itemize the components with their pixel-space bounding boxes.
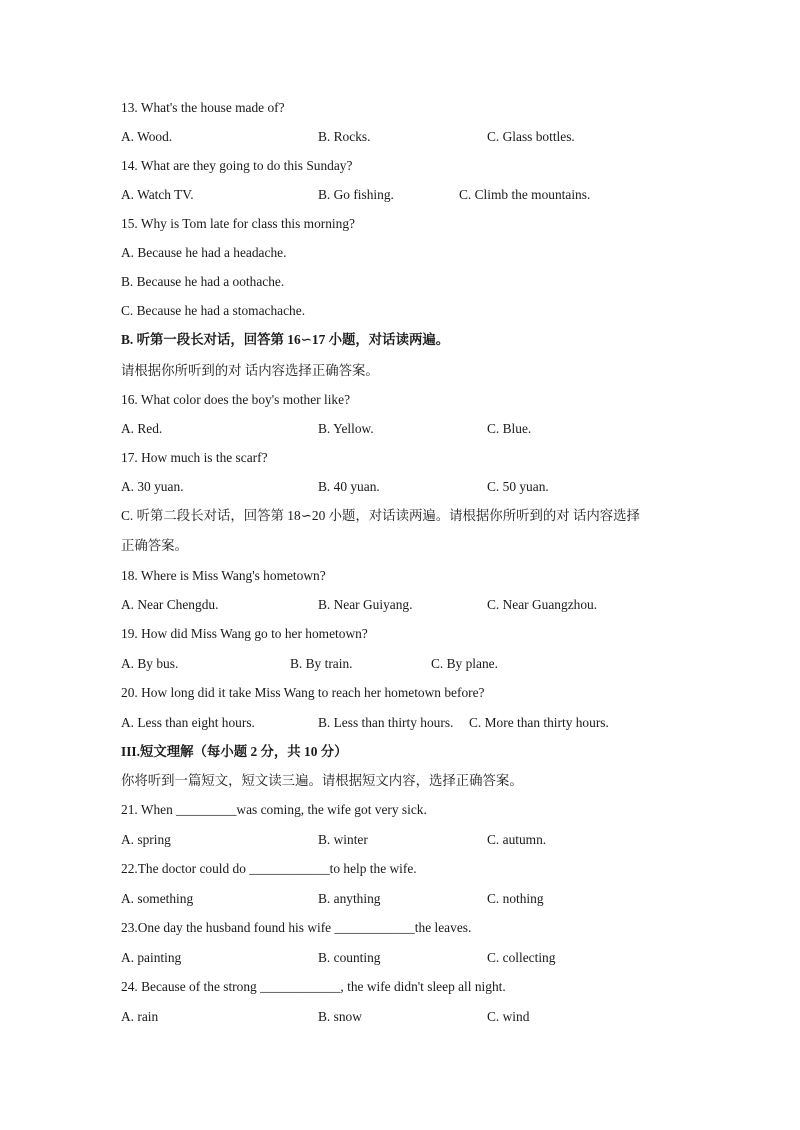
question-16: 16. What color does the boy's mother like? — [121, 392, 351, 407]
q17-option-a: A. 30 yuan. — [121, 479, 184, 494]
q22-option-b: B. anything — [318, 891, 381, 906]
q20-option-a: A. Less than eight hours. — [121, 715, 255, 730]
q18-option-a: A. Near Chengdu. — [121, 597, 219, 612]
question-20: 20. How long did it take Miss Wang to reach her hometown before? — [121, 685, 485, 700]
section-iii-title: III.短文理解（每小题 2 分，共 10 分） — [121, 744, 348, 759]
q23-option-c: C. collecting — [487, 950, 556, 965]
question-14: 14. What are they going to do this Sunday? — [121, 158, 353, 173]
q24-option-b: B. snow — [318, 1009, 362, 1024]
q20-option-c: C. More than thirty hours. — [469, 715, 609, 730]
q13-option-c: C. Glass bottles. — [487, 129, 575, 144]
q17-option-b: B. 40 yuan. — [318, 479, 380, 494]
q23-option-a: A. painting — [121, 950, 182, 965]
q16-option-b: B. Yellow. — [318, 421, 374, 436]
q21-option-b: B. winter — [318, 832, 368, 847]
q14-option-b: B. Go fishing. — [318, 187, 394, 202]
section-b-title: B. 听第一段长对话，回答第 16∽17 小题，对话读两遍。 — [121, 332, 450, 347]
q22-option-a: A. something — [121, 891, 194, 906]
q13-option-b: B. Rocks. — [318, 129, 371, 144]
q20-option-b: B. Less than thirty hours. — [318, 715, 454, 730]
q22-option-c: C. nothing — [487, 891, 544, 906]
q14-option-c: C. Climb the mountains. — [459, 187, 591, 202]
q21-option-a: A. spring — [121, 832, 171, 847]
q19-option-a: A. By bus. — [121, 656, 179, 671]
section-c-instruction-line2: 正确答案。 — [121, 538, 188, 553]
question-22: 22.The doctor could do ____________to help the wife. — [121, 861, 417, 876]
q17-option-c: C. 50 yuan. — [487, 479, 549, 494]
q19-option-b: B. By train. — [290, 656, 353, 671]
q15-option-b: B. Because he had a oothache. — [121, 274, 285, 289]
q13-option-a: A. Wood. — [121, 129, 173, 144]
question-19: 19. How did Miss Wang go to her hometown? — [121, 626, 368, 641]
section-iii-instruction: 你将听到一篇短文，短文读三遍。请根据短文内容，选择正确答案。 — [121, 773, 523, 788]
question-21: 21. When _________was coming, the wife got very sick. — [121, 802, 427, 817]
q16-option-c: C. Blue. — [487, 421, 532, 436]
q23-option-b: B. counting — [318, 950, 381, 965]
question-17: 17. How much is the scarf? — [121, 450, 268, 465]
q16-option-a: A. Red. — [121, 421, 163, 436]
q24-option-a: A. rain — [121, 1009, 159, 1024]
question-24: 24. Because of the strong ____________, the wife didn't sleep all night. — [121, 979, 506, 994]
q15-option-a: A. Because he had a headache. — [121, 245, 287, 260]
q14-option-a: A. Watch TV. — [121, 187, 194, 202]
q24-option-c: C. wind — [487, 1009, 530, 1024]
section-b-instruction: 请根据你所听到的对 话内容选择正确答案。 — [121, 363, 379, 378]
question-13: 13. What's the house made of? — [121, 100, 285, 115]
q19-option-c: C. By plane. — [431, 656, 498, 671]
q18-option-c: C. Near Guangzhou. — [487, 597, 598, 612]
q21-option-c: C. autumn. — [487, 832, 547, 847]
question-15: 15. Why is Tom late for class this morning? — [121, 216, 355, 231]
q18-option-b: B. Near Guiyang. — [318, 597, 413, 612]
question-18: 18. Where is Miss Wang's hometown? — [121, 568, 326, 583]
question-23: 23.One day the husband found his wife ____________the leaves. — [121, 920, 472, 935]
q15-option-c: C. Because he had a stomachache. — [121, 303, 306, 318]
section-c-instruction-line1: C. 听第二段长对话，回答第 18∽20 小题，对话读两遍。请根据你所听到的对 话内容选择 — [121, 508, 640, 523]
